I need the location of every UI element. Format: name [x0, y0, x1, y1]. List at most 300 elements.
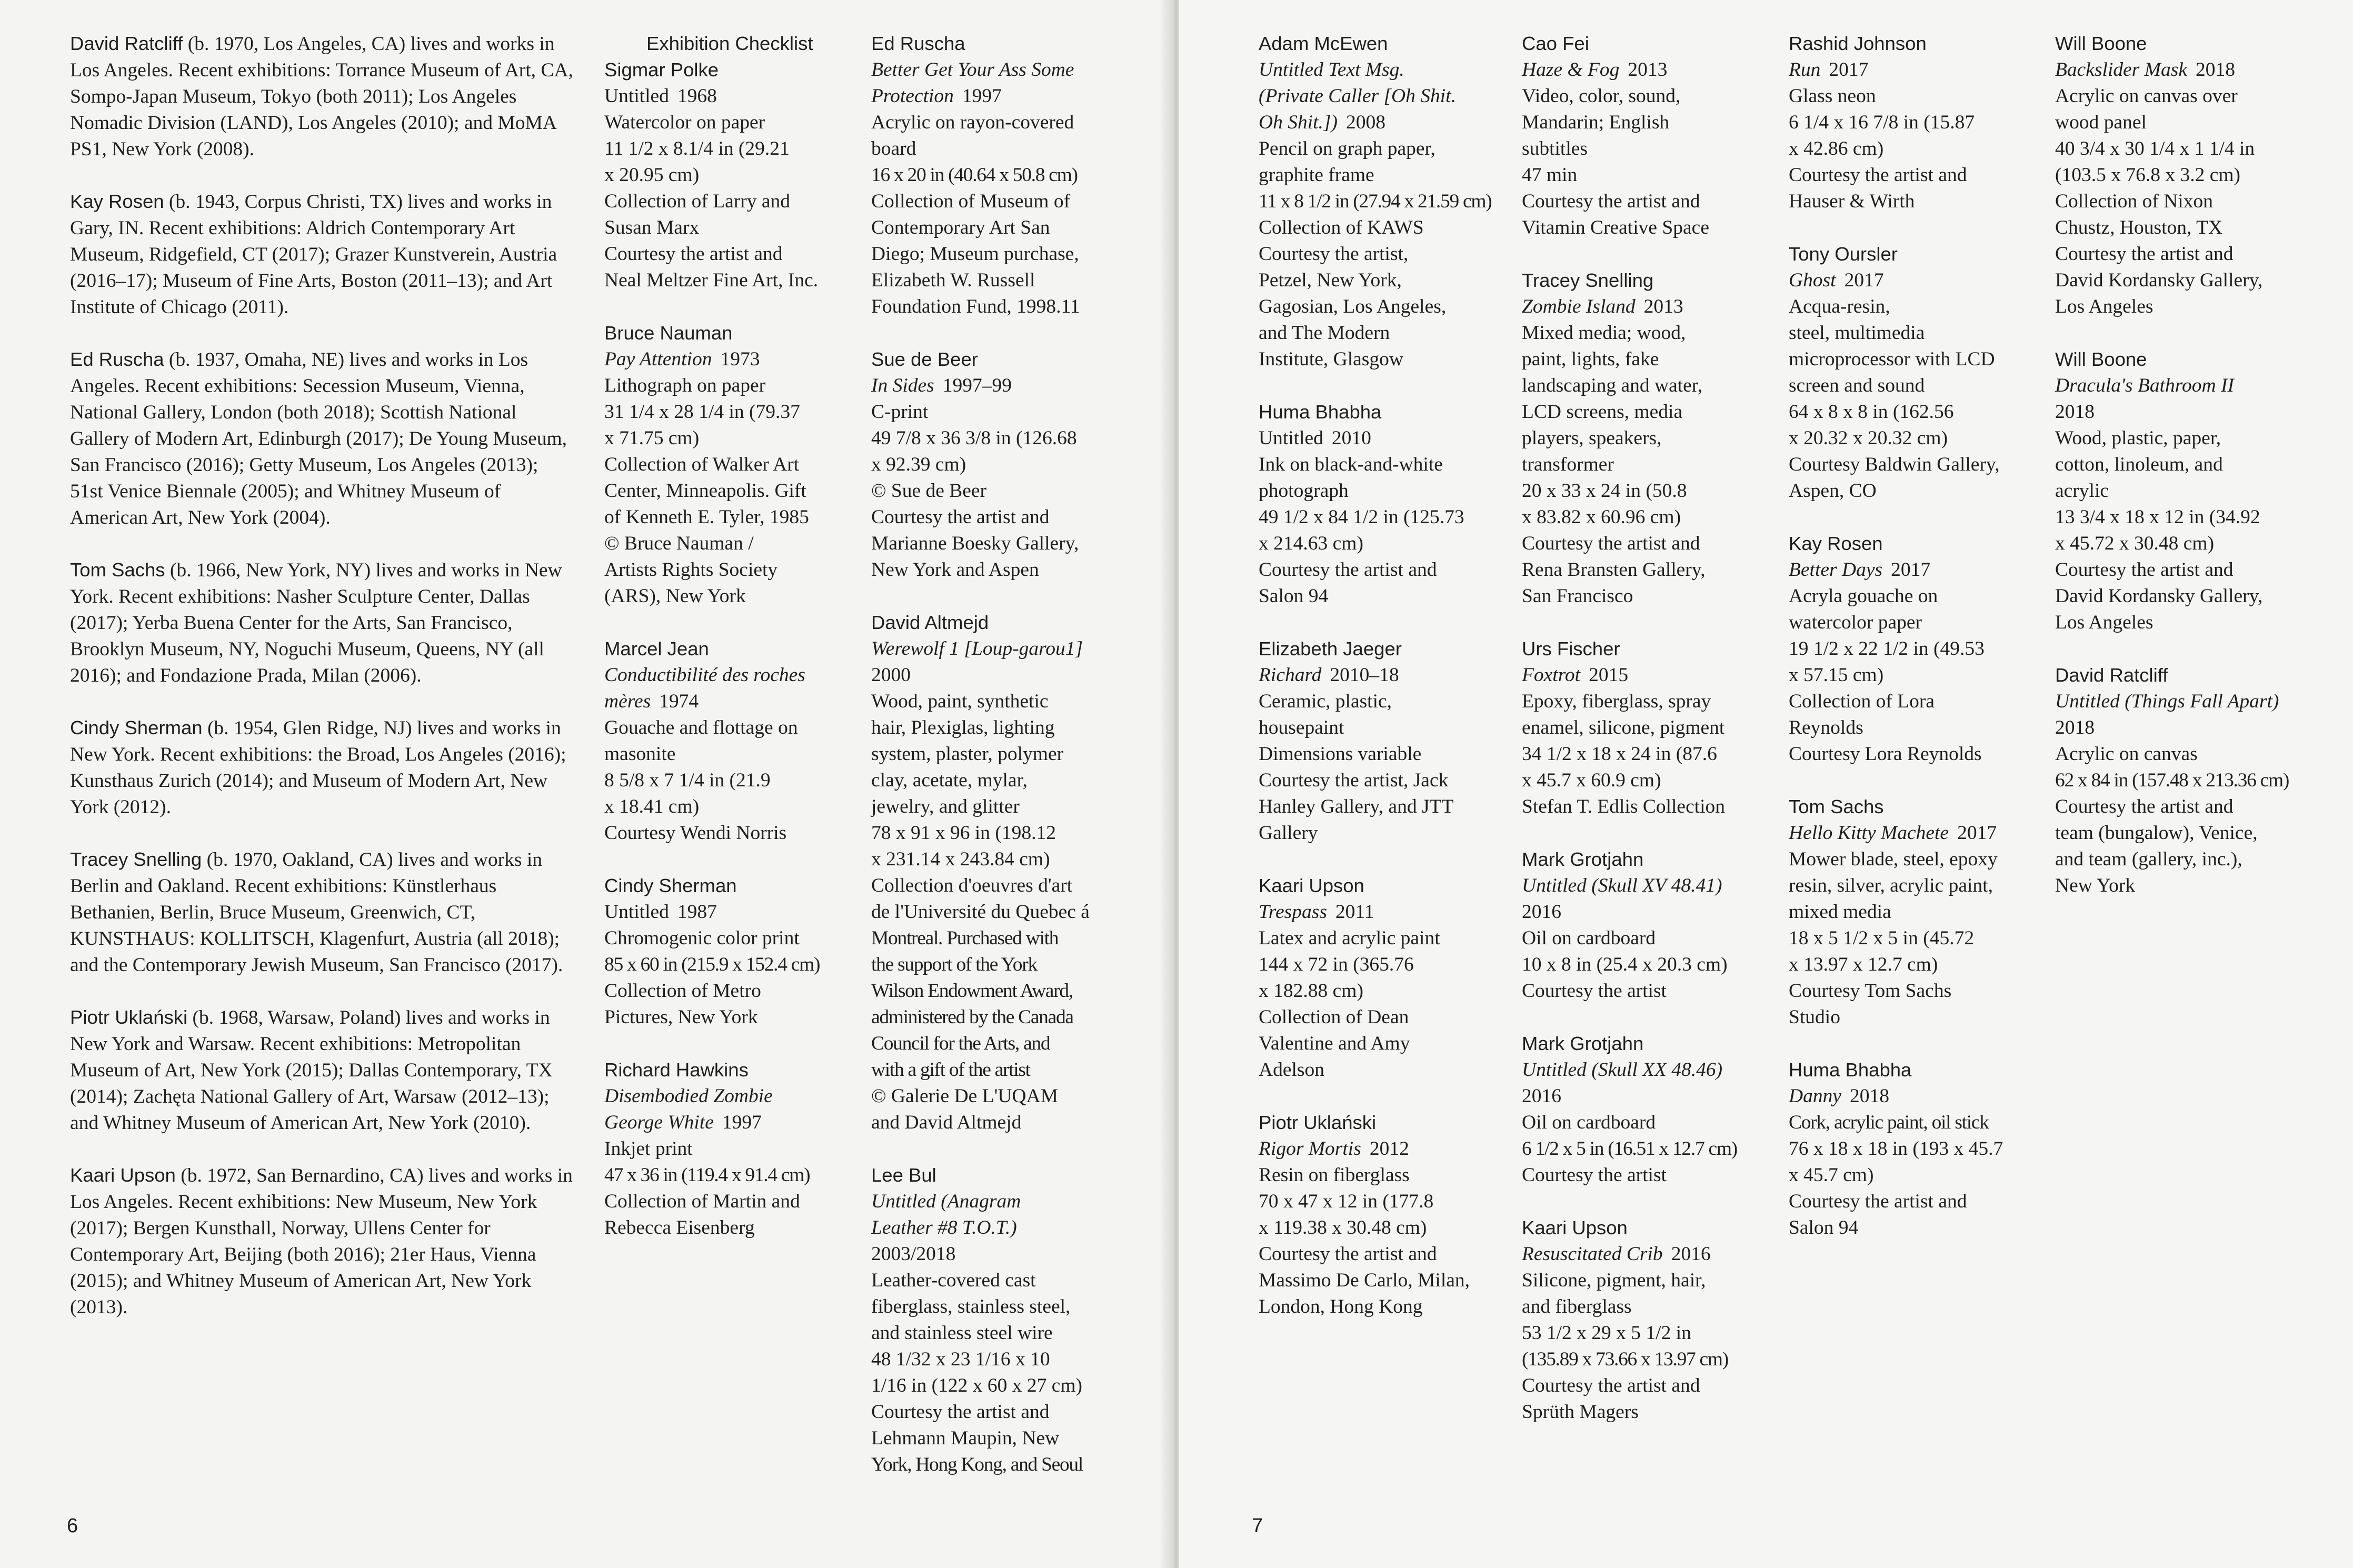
bio-artist-name: Piotr Uklański	[70, 1006, 188, 1028]
checklist-entry	[1259, 31, 1506, 373]
checklist-entry	[1522, 1031, 1769, 1189]
entry-year: 2015	[1589, 664, 1629, 686]
entry-title: Oh Shit.])	[1259, 112, 1338, 133]
entry-detail-line: 2018	[2055, 401, 2095, 423]
entry-detail-line: Acqua-resin,	[1789, 296, 1890, 317]
entry-detail-line: masonite	[604, 743, 676, 765]
artist-bio	[70, 557, 575, 689]
entry-detail-line: 70 x 47 x 12 in (177.8	[1259, 1191, 1434, 1212]
entry-title: Ghost	[1789, 269, 1836, 291]
entry-detail-line: Collection of Dean	[1259, 1006, 1409, 1028]
entry-detail-line: x 45.7 x 60.9 cm)	[1522, 770, 1661, 791]
entry-detail-line: x 182.88 cm)	[1259, 980, 1363, 1002]
checklist-entry	[871, 346, 1119, 583]
entry-title: Untitled (Things Fall Apart)	[2055, 691, 2279, 712]
entry-detail-line: Courtesy Wendi Norris	[604, 822, 787, 844]
bio-artist-name: Kay Rosen	[70, 191, 164, 212]
entry-title: Untitled	[1259, 427, 1323, 449]
entry-detail-line: © Galerie De L'UQAM	[871, 1085, 1058, 1107]
entry-detail-line: Los Angeles	[2055, 612, 2153, 633]
entry-detail-line: Courtesy the artist and	[2055, 559, 2234, 581]
entry-artist: Ed Ruscha	[871, 33, 965, 54]
entry-title: Foxtrot	[1522, 664, 1581, 686]
checklist-entry	[871, 610, 1119, 1136]
entry-artist: Huma Bhabha	[1789, 1059, 1912, 1081]
entry-artist: Mark Grotjahn	[1522, 848, 1644, 870]
entry-detail-line: enamel, silicone, pigment	[1522, 717, 1725, 738]
entry-detail-line: Montreal. Purchased with	[871, 927, 1059, 949]
page-number-right: 7	[1252, 1515, 1263, 1537]
checklist-entry	[1522, 846, 1769, 1004]
entry-detail-line: x 57.15 cm)	[1789, 664, 1884, 686]
right-page	[1179, 0, 2353, 1568]
entry-detail-line: Wilson Endowment Award,	[871, 980, 1073, 1002]
entry-detail-line: Adelson	[1259, 1059, 1324, 1081]
entry-detail-line: New York	[2055, 875, 2136, 896]
entry-artist: Richard Hawkins	[604, 1059, 749, 1081]
checklist-entry	[2055, 346, 2302, 636]
entry-detail-line: landscaping and water,	[1522, 375, 1703, 396]
entry-detail-line: Chromogenic color print	[604, 927, 800, 949]
entry-title: Better Days	[1789, 559, 1883, 581]
entry-detail-line: Watercolor on paper	[604, 112, 765, 133]
entry-detail-line: Courtesy Baldwin Gallery,	[1789, 454, 2000, 475]
entry-detail-line: 10 x 8 in (25.4 x 20.3 cm)	[1522, 954, 1728, 975]
checklist-entry	[604, 636, 846, 846]
entry-detail-line: subtitles	[1522, 138, 1588, 159]
entry-artist: Rashid Johnson	[1789, 33, 1927, 54]
entry-detail-line: Collection of Metro	[604, 980, 761, 1002]
entry-title: Rigor Mortis	[1259, 1138, 1361, 1160]
entry-detail-line: 49 7/8 x 36 3/8 in (126.68	[871, 427, 1077, 449]
entry-detail-line: Courtesy the artist and	[871, 506, 1050, 528]
entry-detail-line: 6 1/4 x 16 7/8 in (15.87	[1789, 112, 1975, 133]
entry-year: 1997	[722, 1112, 762, 1133]
entry-detail-line: (103.5 x 76.8 x 3.2 cm)	[2055, 164, 2241, 186]
entry-year: 2017	[1891, 559, 1931, 581]
entry-detail-line: and David Altmejd	[871, 1112, 1022, 1133]
entry-detail-line: Chustz, Houston, TX	[2055, 217, 2223, 238]
entry-detail-line: and team (gallery, inc.),	[2055, 848, 2242, 870]
entry-detail-line: (ARS), New York	[604, 585, 746, 607]
entry-detail-line: Gouache and flottage on	[604, 717, 798, 738]
entry-title: Untitled (Anagram	[871, 1191, 1021, 1212]
entry-detail-line: Courtesy the artist and	[2055, 243, 2234, 265]
bio-artist-name: Tom Sachs	[70, 559, 165, 581]
entry-detail-line: Courtesy the artist and	[1789, 1191, 1967, 1212]
checklist-entry	[1789, 31, 2036, 215]
entry-detail-line: 34 1/2 x 18 x 24 in (87.6	[1522, 743, 1717, 765]
entry-detail-line: Neal Meltzer Fine Art, Inc.	[604, 269, 819, 291]
entry-artist: Tracey Snelling	[1522, 269, 1654, 291]
entry-detail-line: jewelry, and glitter	[871, 796, 1020, 817]
bio-text: (b. 1937, Omaha, NE) lives and works in Los Angeles. Recent exhibitions: Secession Museum, Vienna, National Gallery, London (both 2018); Scottish National Gallery of Modern Art, Edinburgh (2017); De Young Museum, San Francisco (2016); Getty Museum, Los Angeles (2013); 51st Venice Biennale (2005); and Whitney Museum of American Art, New York (2004).	[70, 349, 567, 528]
entry-detail-line: Valentine and Amy	[1259, 1033, 1410, 1054]
entry-detail-line: Los Angeles	[2055, 296, 2153, 317]
checklist-column-6	[2055, 31, 2302, 925]
entry-year: 2010	[1331, 427, 1371, 449]
artist-bio	[70, 188, 575, 321]
entry-detail-line: Courtesy Tom Sachs	[1789, 980, 1952, 1002]
entry-title: Danny	[1789, 1085, 1841, 1107]
entry-detail-line: Artists Rights Society	[604, 559, 778, 581]
entry-detail-line: the support of the York	[871, 954, 1037, 975]
entry-detail-line: and The Modern	[1259, 322, 1390, 344]
entry-detail-line: Mower blade, steel, epoxy	[1789, 848, 1998, 870]
bio-artist-name: Ed Ruscha	[70, 348, 164, 370]
entry-detail-line: 78 x 91 x 96 in (198.12	[871, 822, 1056, 844]
entry-detail-line: David Kordansky Gallery,	[2055, 585, 2263, 607]
entry-detail-line: Courtesy the artist,	[1259, 243, 1409, 265]
entry-year: 1968	[677, 85, 717, 107]
entry-title: Untitled	[604, 85, 669, 107]
entry-title: Dracula's Bathroom II	[2055, 375, 2234, 396]
entry-detail-line: Courtesy the artist and	[1522, 191, 1700, 212]
entry-detail-line: Rebecca Eisenberg	[604, 1217, 755, 1239]
entry-detail-line: Stefan T. Edlis Collection	[1522, 796, 1726, 817]
entry-detail-line: Courtesy the artist and	[871, 1401, 1050, 1423]
entry-detail-line: Pencil on graph paper,	[1259, 138, 1435, 159]
entry-detail-line: Susan Marx	[604, 217, 700, 238]
entry-detail-line: 2000	[871, 664, 911, 686]
entry-artist: Will Boone	[2055, 33, 2147, 54]
checklist-entry	[1259, 399, 1506, 610]
checklist-heading: Exhibition Checklist	[646, 33, 813, 54]
entry-detail-line: Mixed media; wood,	[1522, 322, 1686, 344]
entry-year: 2010–18	[1330, 664, 1399, 686]
entry-artist: Marcel Jean	[604, 638, 709, 660]
entry-detail-line: Sprüth Magers	[1522, 1401, 1639, 1423]
entry-detail-line: Ink on black-and-white	[1259, 454, 1443, 475]
checklist-entry	[2055, 31, 2302, 320]
entry-detail-line: Hanley Gallery, and JTT	[1259, 796, 1454, 817]
entry-detail-line: x 45.72 x 30.48 cm)	[2055, 533, 2215, 554]
bio-artist-name: David Ratcliff	[70, 33, 183, 54]
entry-detail-line: 8 5/8 x 7 1/4 in (21.9	[604, 770, 771, 791]
entry-title: George White	[604, 1112, 714, 1133]
entry-year: 1974	[659, 691, 699, 712]
entry-title: Werewolf 1 [Loup-garou1]	[871, 638, 1083, 660]
entry-detail-line: 1/16 in (122 x 60 x 27 cm)	[871, 1375, 1083, 1396]
entry-title: Resuscitated Crib	[1522, 1243, 1663, 1265]
entry-title: In Sides	[871, 375, 934, 396]
entry-detail-line: Dimensions variable	[1259, 743, 1422, 765]
entry-detail-line: Acrylic on canvas	[2055, 743, 2198, 765]
bio-text: (b. 1968, Warsaw, Poland) lives and works in New York and Warsaw. Recent exhibitions: Metropolitan Museum of Art, New York (2015); Dallas Contemporary, TX (2014); Zachęta National Gallery of Art, Warsaw (2012–13); and Whitney Museum of American Art, New York (2010).	[70, 1007, 553, 1134]
entry-detail-line: Ceramic, plastic,	[1259, 691, 1392, 712]
entry-detail-line: London, Hong Kong	[1259, 1296, 1423, 1317]
entry-detail-line: Gagosian, Los Angeles,	[1259, 296, 1447, 317]
entry-detail-line: Collection d'oeuvres d'art	[871, 875, 1073, 896]
entry-detail-line: 62 x 84 in (157.48 x 213.36 cm)	[2055, 770, 2289, 791]
entry-title: Untitled Text Msg.	[1259, 59, 1404, 81]
entry-detail-line: system, plaster, polymer	[871, 743, 1064, 765]
entry-year: 2013	[1643, 296, 1683, 317]
entry-artist: Mark Grotjahn	[1522, 1033, 1644, 1054]
entry-detail-line: Collection of Nixon	[2055, 191, 2213, 212]
entry-detail-line: administered by the Canada	[871, 1006, 1073, 1028]
checklist-entry	[604, 320, 846, 610]
entry-detail-line: New York and Aspen	[871, 559, 1039, 581]
entry-title: Leather #8 T.O.T.)	[871, 1217, 1017, 1239]
checklist-column-3	[1259, 31, 1506, 1346]
entry-detail-line: x 18.41 cm)	[604, 796, 700, 817]
entry-detail-line: Acrylic on canvas over	[2055, 85, 2238, 107]
entry-title: Better Get Your Ass Some	[871, 59, 1074, 81]
entry-detail-line: LCD screens, media	[1522, 401, 1683, 423]
artist-bio	[70, 1004, 575, 1136]
entry-detail-line: Vitamin Creative Space	[1522, 217, 1709, 238]
entry-detail-line: Institute, Glasgow	[1259, 348, 1403, 370]
entry-detail-line: 11 1/2 x 8.1/4 in (29.21	[604, 138, 790, 159]
entry-detail-line: Pictures, New York	[604, 1006, 758, 1028]
entry-year: 1997–99	[942, 375, 1012, 396]
checklist-entry	[1259, 873, 1506, 1083]
entry-detail-line: Gallery	[1259, 822, 1318, 844]
entry-detail-line: and fiberglass	[1522, 1296, 1632, 1317]
entry-detail-line: x 13.97 x 12.7 cm)	[1789, 954, 1938, 975]
entry-artist: Huma Bhabha	[1259, 401, 1382, 423]
entry-detail-line: hair, Plexiglas, lighting	[871, 717, 1055, 738]
checklist-column-2	[871, 31, 1119, 1504]
entry-artist: Lee Bul	[871, 1164, 936, 1186]
entry-title: Untitled	[604, 901, 669, 923]
entry-detail-line: 40 3/4 x 30 1/4 x 1 1/4 in	[2055, 138, 2255, 159]
entry-title: Disembodied Zombie	[604, 1085, 773, 1107]
entry-detail-line: x 231.14 x 243.84 cm)	[871, 848, 1050, 870]
entry-detail-line: Inkjet print	[604, 1138, 693, 1160]
checklist-entry	[604, 57, 846, 294]
entry-detail-line: Glass neon	[1789, 85, 1876, 107]
entry-detail-line: Foundation Fund, 1998.11	[871, 296, 1080, 317]
artist-bio	[70, 346, 575, 531]
entry-detail-line: Courtesy the artist and	[604, 243, 783, 265]
entry-title: Hello Kitty Machete	[1789, 822, 1949, 844]
entry-detail-line: 76 x 18 x 18 in (193 x 45.7	[1789, 1138, 2003, 1160]
entry-detail-line: 13 3/4 x 18 x 12 in (34.92	[2055, 506, 2260, 528]
entry-year: 2017	[1844, 269, 1884, 291]
entry-detail-line: Lehmann Maupin, New	[871, 1427, 1060, 1449]
entry-detail-line: wood panel	[2055, 112, 2147, 133]
entry-detail-line: Courtesy the artist	[1522, 1164, 1667, 1186]
entry-detail-line: x 42.86 cm)	[1789, 138, 1884, 159]
checklist-entry	[1789, 531, 2036, 767]
entry-detail-line: Oil on cardboard	[1522, 1112, 1656, 1133]
checklist-entry	[2055, 662, 2302, 899]
entry-detail-line: Video, color, sound,	[1522, 85, 1681, 107]
entry-artist: Cao Fei	[1522, 33, 1589, 54]
entry-title: Zombie Island	[1522, 296, 1636, 317]
entry-detail-line: clay, acetate, mylar,	[871, 770, 1028, 791]
bio-text: (b. 1972, San Bernardino, CA) lives and works in Los Angeles. Recent exhibitions: New Museum, New York (2017); Bergen Kunsthall, Norway, Ullens Center for Contemporary Art, Beijing (both 2016); 21er Haus, Vienna (2015); and Whitney Museum of American Art, New York (2013).	[70, 1165, 573, 1318]
entry-title: Conductibilité des roches	[604, 664, 805, 686]
artist-bio	[70, 1162, 575, 1321]
entry-year: 2017	[1829, 59, 1869, 81]
entry-detail-line: 19 1/2 x 22 1/2 in (49.53	[1789, 638, 1985, 660]
entry-detail-line: Reynolds	[1789, 717, 1863, 738]
entry-detail-line: Collection of Museum of	[871, 191, 1071, 212]
entry-detail-line: paint, lights, fake	[1522, 348, 1659, 370]
entry-title: mères	[604, 691, 651, 712]
bio-artist-name: Kaari Upson	[70, 1164, 176, 1186]
entry-detail-line: Salon 94	[1789, 1217, 1859, 1239]
entry-year: 2016	[1671, 1243, 1711, 1265]
entry-detail-line: 2016	[1522, 1085, 1561, 1107]
entry-artist: Piotr Uklański	[1259, 1112, 1377, 1133]
entry-detail-line: C-print	[871, 401, 929, 423]
entry-detail-line: 18 x 5 1/2 x 5 in (45.72	[1789, 927, 1975, 949]
entry-artist: Sigmar Polke	[604, 59, 719, 81]
entry-title: Haze & Fog	[1522, 59, 1620, 81]
entry-year: 1987	[677, 901, 717, 923]
bio-text: (b. 1954, Glen Ridge, NJ) lives and works in New York. Recent exhibitions: the Broad, Los Angeles (2016); Kunsthaus Zurich (2014); and Museum of Modern Art, New York (2012).	[70, 717, 566, 818]
entry-detail-line: x 20.95 cm)	[604, 164, 700, 186]
entry-detail-line: Courtesy the artist and	[1259, 1243, 1437, 1265]
entry-detail-line: fiberglass, stainless steel,	[871, 1296, 1071, 1317]
checklist-entry	[1259, 1110, 1506, 1320]
entry-year: 2013	[1628, 59, 1668, 81]
entry-detail-line: 48 1/32 x 23 1/16 x 10	[871, 1349, 1050, 1370]
entry-title: Richard	[1259, 664, 1322, 686]
entry-detail-line: Contemporary Art San	[871, 217, 1050, 238]
checklist-entry	[1522, 636, 1769, 820]
entry-detail-line: team (bungalow), Venice,	[2055, 822, 2258, 844]
artist-bio	[70, 715, 575, 821]
entry-detail-line: 2016	[1522, 901, 1561, 923]
entry-artist: Elizabeth Jaeger	[1259, 638, 1402, 660]
bio-text: (b. 1970, Oakland, CA) lives and works in Berlin and Oakland. Recent exhibitions: Künstlerhaus Bethanien, Berlin, Bruce Museum, Greenwich, CT, KUNSTHAUS: KOLLITSCH, Klagenfurt, Austria (all 2018); and the Contemporary Jewish Museum, San Francisco (2017).	[70, 849, 563, 976]
entry-detail-line: Courtesy the artist	[1522, 980, 1667, 1002]
entry-artist: Adam McEwen	[1259, 33, 1388, 54]
entry-detail-line: microprocessor with LCD	[1789, 348, 1995, 370]
entry-detail-line: board	[871, 138, 916, 159]
entry-artist: Cindy Sherman	[604, 875, 737, 896]
entry-detail-line: and stainless steel wire	[871, 1322, 1053, 1344]
entry-year: 2008	[1346, 112, 1385, 133]
bio-text: (b. 1966, New York, NY) lives and works in New York. Recent exhibitions: Nasher Sculpture Center, Dallas (2017); Yerba Buena Center for the Arts, San Francisco, Brooklyn Museum, NY, Noguchi Museum, Queens, NY (all 2016); and Fondazione Prada, Milan (2006).	[70, 560, 562, 686]
entry-detail-line: Lithograph on paper	[604, 375, 766, 396]
entry-detail-line: Collection of Lora	[1789, 691, 1935, 712]
entry-detail-line: of Kenneth E. Tyler, 1985	[604, 506, 809, 528]
entry-detail-line: resin, silver, acrylic paint,	[1789, 875, 1993, 896]
entry-detail-line: © Sue de Beer	[871, 480, 987, 502]
entry-detail-line: Acryla gouache on	[1789, 585, 1938, 607]
entry-detail-line: 16 x 20 in (40.64 x 50.8 cm)	[871, 164, 1078, 186]
entry-year: 2012	[1369, 1138, 1409, 1160]
entry-detail-line: photograph	[1259, 480, 1349, 502]
entry-detail-line: 64 x 8 x 8 in (162.56	[1789, 401, 1954, 423]
entry-year: 2018	[1849, 1085, 1889, 1107]
entry-detail-line: Salon 94	[1259, 585, 1329, 607]
entry-artist: Tony Oursler	[1789, 243, 1898, 265]
entry-artist: Urs Fischer	[1522, 638, 1620, 660]
entry-artist: Will Boone	[2055, 348, 2147, 370]
entry-detail-line: Courtesy the artist and	[1522, 1375, 1700, 1396]
entry-detail-line: Oil on cardboard	[1522, 927, 1656, 949]
entry-title: Untitled (Skull XX 48.46)	[1522, 1059, 1723, 1081]
entry-detail-line: 2003/2018	[871, 1243, 956, 1265]
checklist-entry	[1789, 241, 2036, 504]
entry-detail-line: graphite frame	[1259, 164, 1374, 186]
entry-detail-line: acrylic	[2055, 480, 2109, 502]
entry-detail-line: housepaint	[1259, 717, 1344, 738]
entry-artist: David Altmejd	[871, 612, 989, 633]
entry-detail-line: steel, multimedia	[1789, 322, 1925, 344]
entry-detail-line: x 83.82 x 60.96 cm)	[1522, 506, 1681, 528]
checklist-entry	[604, 873, 846, 1031]
entry-year: 2011	[1335, 901, 1374, 923]
entry-detail-line: 11 x 8 1/2 in (27.94 x 21.59 cm)	[1259, 191, 1492, 212]
entry-detail-line: Massimo De Carlo, Milan,	[1259, 1270, 1470, 1291]
entry-detail-line: x 45.7 cm)	[1789, 1164, 1874, 1186]
entry-title: (Private Caller [Oh Shit.	[1259, 85, 1456, 107]
entry-detail-line: x 71.75 cm)	[604, 427, 700, 449]
entry-detail-line: Cork, acrylic paint, oil stick	[1789, 1112, 1989, 1133]
entry-detail-line: Studio	[1789, 1006, 1840, 1028]
entry-detail-line: Courtesy the artist, Jack	[1259, 770, 1449, 791]
entry-detail-line: 47 min	[1522, 164, 1578, 186]
entry-artist: Kaari Upson	[1522, 1217, 1628, 1239]
entry-detail-line: Epoxy, fiberglass, spray	[1522, 691, 1711, 712]
entry-title: Trespass	[1259, 901, 1327, 923]
entry-detail-line: Courtesy the artist and	[2055, 796, 2234, 817]
entry-detail-line: 47 x 36 in (119.4 x 91.4 cm)	[604, 1164, 810, 1186]
artist-bio	[70, 846, 575, 978]
entry-year: 1997	[962, 85, 1002, 107]
bio-text: (b. 1943, Corpus Christi, TX) lives and works in Gary, IN. Recent exhibitions: Aldrich Contemporary Art Museum, Ridgefield, CT (2017); Grazer Kunstverein, Austria (2016–17); Museum of Fine Arts, Boston (2011–13); and Art Institute of Chicago (2011).	[70, 191, 557, 318]
entry-detail-line: 144 x 72 in (365.76	[1259, 954, 1414, 975]
entry-year: 2017	[1957, 822, 1997, 844]
checklist-entry	[1789, 1057, 2036, 1241]
entry-detail-line: Courtesy the artist and	[1259, 559, 1437, 581]
entry-detail-line: Latex and acrylic paint	[1259, 927, 1440, 949]
entry-detail-line: with a gift of the artist	[871, 1059, 1030, 1081]
entry-detail-line: 2018	[2055, 717, 2095, 738]
entry-detail-line: x 214.63 cm)	[1259, 533, 1363, 554]
entry-detail-line: York, Hong Kong, and Seoul	[871, 1454, 1083, 1475]
entry-year: 2018	[2195, 59, 2235, 81]
checklist-column-1	[604, 31, 846, 1267]
artist-bios-column	[70, 31, 575, 1346]
entry-detail-line: 20 x 33 x 24 in (50.8	[1522, 480, 1687, 502]
entry-detail-line: Courtesy Lora Reynolds	[1789, 743, 1982, 765]
entry-detail-line: x 20.32 x 20.32 cm)	[1789, 427, 1948, 449]
entry-detail-line: transformer	[1522, 454, 1614, 475]
checklist-entry	[871, 1162, 1119, 1478]
entry-detail-line: Petzel, New York,	[1259, 269, 1402, 291]
entry-year: 1973	[720, 348, 760, 370]
entry-detail-line: Courtesy the artist and	[1522, 533, 1700, 554]
entry-detail-line: 49 1/2 x 84 1/2 in (125.73	[1259, 506, 1464, 528]
entry-artist: David Ratcliff	[2055, 664, 2168, 686]
checklist-entry	[1259, 636, 1506, 846]
entry-detail-line: watercolor paper	[1789, 612, 1922, 633]
entry-detail-line: San Francisco	[1522, 585, 1633, 607]
page-number-left: 6	[67, 1515, 78, 1537]
entry-artist: Tom Sachs	[1789, 796, 1884, 817]
entry-detail-line: Collection of KAWS	[1259, 217, 1424, 238]
entry-title: Protection	[871, 85, 954, 107]
checklist-entry	[604, 1057, 846, 1241]
entry-detail-line: screen and sound	[1789, 375, 1925, 396]
entry-title: Run	[1789, 59, 1821, 81]
entry-detail-line: de l'Université du Quebec á	[871, 901, 1090, 923]
entry-detail-line: Silicone, pigment, hair,	[1522, 1270, 1706, 1291]
entry-detail-line: Collection of Walker Art	[604, 454, 800, 475]
entry-detail-line: Courtesy the artist and	[1789, 164, 1967, 186]
checklist-entry	[1522, 31, 1769, 241]
entry-detail-line: players, speakers,	[1522, 427, 1662, 449]
